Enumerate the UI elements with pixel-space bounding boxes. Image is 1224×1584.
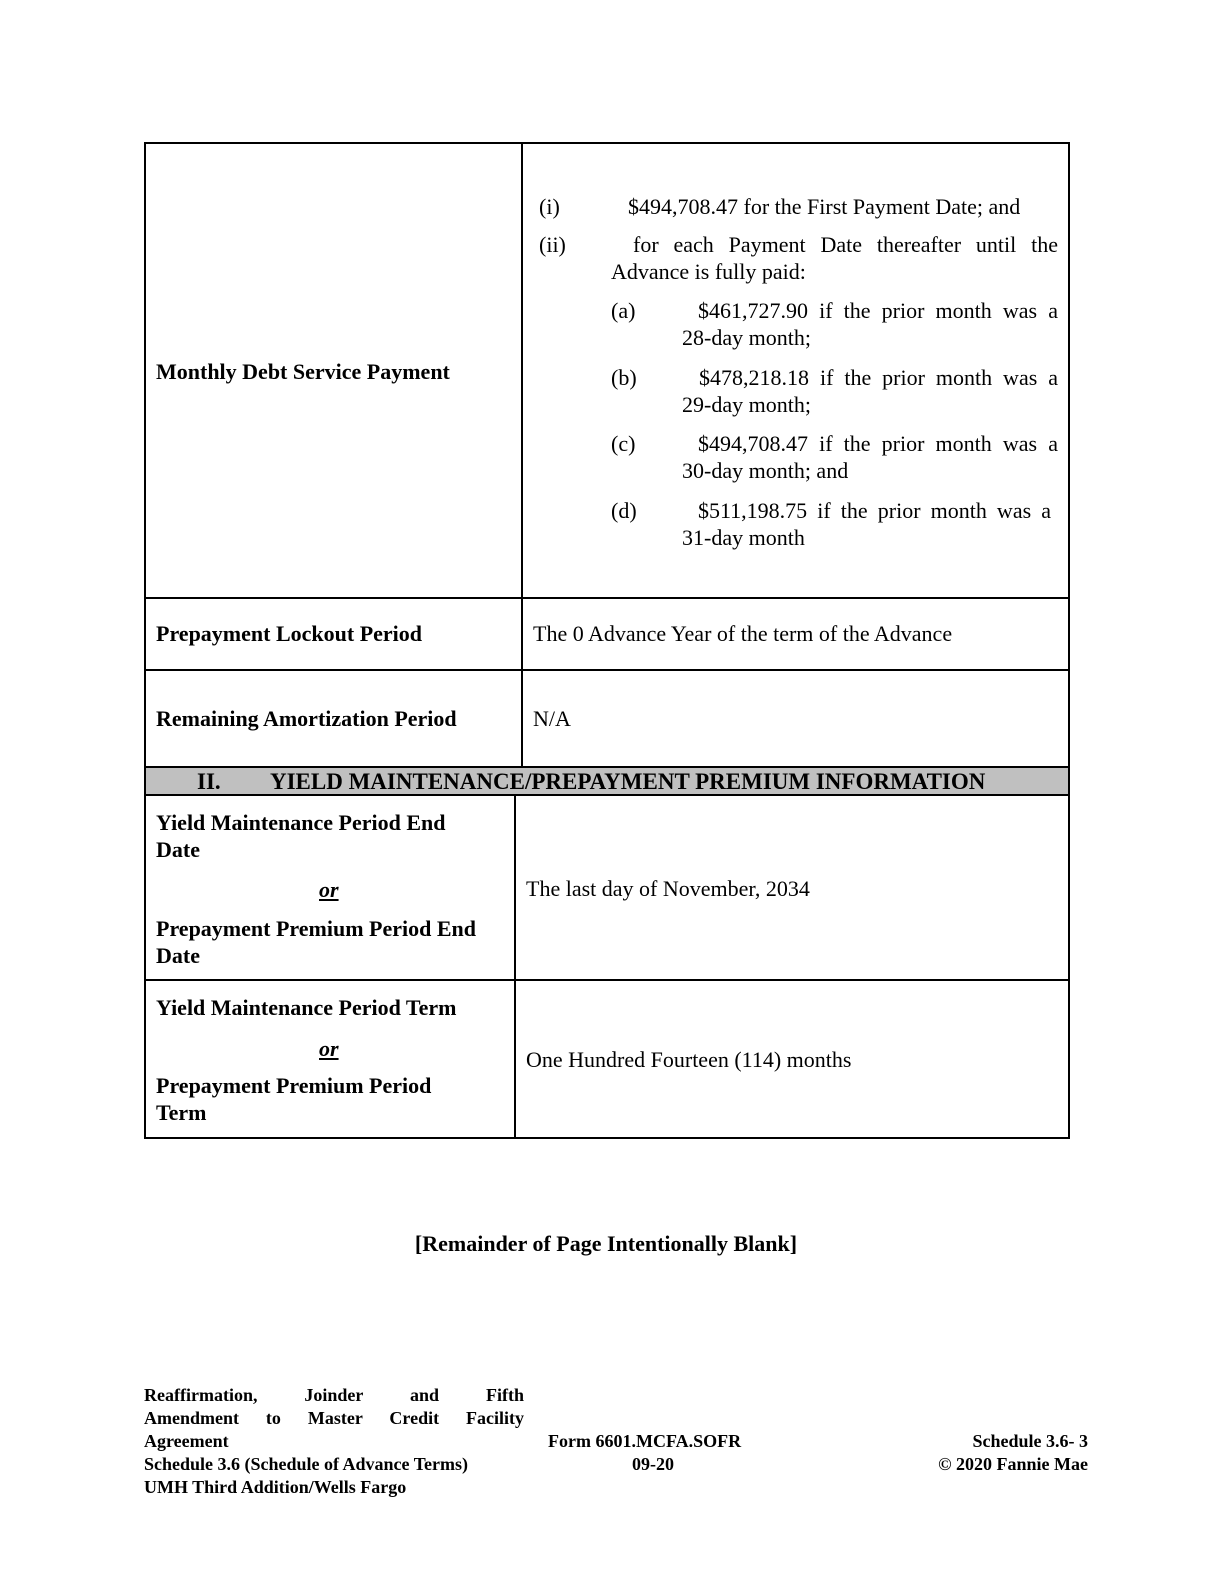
item-i-marker: (i)	[539, 194, 560, 219]
yield-term-label1: Yield Maintenance Period Term	[156, 995, 457, 1020]
item-ii-line2: Advance is fully paid:	[611, 259, 806, 284]
item-ii-marker: (ii)	[539, 232, 566, 257]
footer-left-line2: Amendment to Master Credit Facility	[144, 1408, 524, 1428]
footer-left-line5: UMH Third Addition/Wells Fargo	[144, 1477, 407, 1497]
item-ii-line1: for each Payment Date thereafter until the	[633, 232, 1058, 257]
sub-item-b-marker: (b)	[611, 365, 637, 390]
footer-copyright: © 2020 Fannie Mae	[938, 1454, 1088, 1474]
sub-item-a-marker: (a)	[611, 298, 636, 323]
yield-end-date-label2-line1: Prepayment Premium Period End	[156, 916, 476, 941]
sub-item-d-marker: (d)	[611, 498, 637, 523]
footer-schedule-page: Schedule 3.6- 3	[972, 1431, 1088, 1451]
sub-item-a-line1: $461,727.90 if the prior month was a	[698, 298, 1058, 323]
item-i-text: $494,708.47 for the First Payment Date; and	[628, 194, 1021, 219]
footer-left-line1: Reaffirmation, Joinder and Fifth	[144, 1385, 524, 1405]
remaining-amortization-label: Remaining Amortization Period	[156, 706, 457, 731]
footer-form-date: 09-20	[632, 1454, 674, 1474]
yield-term-label2-line1: Prepayment Premium Period	[156, 1073, 432, 1098]
yield-term-value: One Hundred Fourteen (114) months	[526, 1047, 852, 1072]
section-number: II.	[197, 769, 221, 794]
sub-item-b-line2: 29-day month;	[682, 392, 811, 417]
sub-item-c-line1: $494,708.47 if the prior month was a	[698, 431, 1058, 456]
monthly-debt-service-label: Monthly Debt Service Payment	[156, 359, 450, 384]
sub-item-b-line1: $478,218.18 if the prior month was a	[699, 365, 1058, 390]
yield-end-date-label2-line2: Date	[156, 943, 200, 968]
column-divider	[514, 794, 516, 1139]
yield-end-date-value: The last day of November, 2034	[526, 876, 810, 901]
row-divider	[144, 979, 1070, 981]
yield-end-date-label1-line1: Yield Maintenance Period End	[156, 810, 446, 835]
row-divider	[144, 669, 1070, 671]
sub-item-c-marker: (c)	[611, 431, 636, 456]
prepayment-lockout-value: The 0 Advance Year of the term of the Advance	[533, 621, 953, 646]
sub-item-d-line2: 31-day month	[682, 525, 805, 550]
yield-term-label2-line2: Term	[156, 1100, 207, 1125]
column-divider	[521, 142, 523, 768]
yield-end-date-label1-line2: Date	[156, 837, 200, 862]
remainder-note: [Remainder of Page Intentionally Blank]	[414, 1231, 798, 1256]
sub-item-d-line1: $511,198.75 if the prior month was a	[698, 498, 1051, 523]
yield-term-or: or	[319, 1036, 339, 1061]
sub-item-a-line2: 28-day month;	[682, 325, 811, 350]
section-title: YIELD MAINTENANCE/PREPAYMENT PREMIUM INFORMATION	[270, 769, 986, 794]
sub-item-c-line2: 30-day month; and	[682, 458, 849, 483]
row-divider	[144, 597, 1070, 599]
yield-end-date-or: or	[319, 877, 339, 902]
footer-left-line3: Agreement	[144, 1431, 229, 1451]
footer-left-line4: Schedule 3.6 (Schedule of Advance Terms)	[144, 1454, 469, 1474]
remaining-amortization-value: N/A	[533, 706, 571, 731]
footer-form-number: Form 6601.MCFA.SOFR	[548, 1431, 742, 1451]
prepayment-lockout-label: Prepayment Lockout Period	[156, 621, 423, 646]
